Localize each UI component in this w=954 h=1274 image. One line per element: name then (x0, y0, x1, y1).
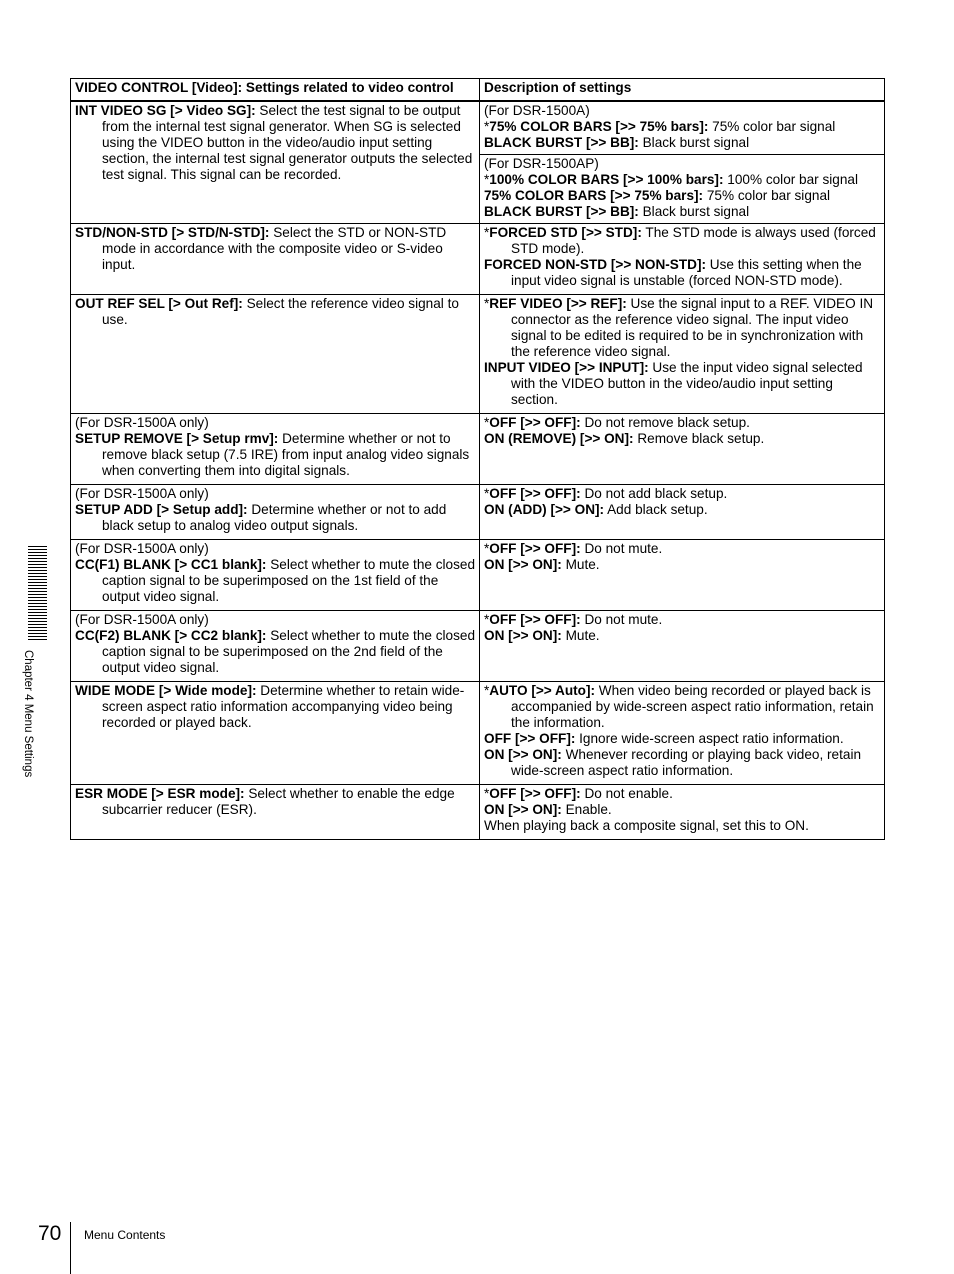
table-row (71, 224, 885, 295)
option-line: *OFF [>> OFF]: Do not enable. (484, 786, 673, 801)
table-row (71, 540, 885, 611)
model-note: (For DSR-1500A only) (75, 612, 209, 627)
option-line: *AUTO [>> Auto]: When video being recorded or played back is accompanied by wide-screen aspect ratio information, retain the information. (484, 683, 874, 730)
table-header-row (71, 79, 885, 102)
table-row (71, 682, 885, 785)
setting-entry: WIDE MODE [> Wide mode]: Determine whether to retain wide-screen aspect ratio information accompanying video being recorded or played back. (75, 683, 465, 730)
option-line: OFF [>> OFF]: Ignore wide-screen aspect ratio information. (484, 731, 844, 746)
description-cell (480, 540, 885, 611)
setting-cell (71, 785, 480, 840)
option-line: INPUT VIDEO [>> INPUT]: Use the input video signal selected with the VIDEO button in the video/audio input setting section. (484, 360, 863, 407)
description-cell (480, 611, 885, 682)
video-control-settings-table (70, 78, 885, 840)
setting-entry: STD/NON-STD [> STD/N-STD]: Select the STD or NON-STD mode in accordance with the composite video or S-video input. (75, 225, 447, 272)
option-line: *OFF [>> OFF]: Do not add black setup. (484, 486, 728, 501)
description-cell (480, 224, 885, 295)
setting-cell (71, 611, 480, 682)
description-cell (480, 155, 885, 224)
option-line: *100% COLOR BARS [>> 100% bars]: 100% color bar signal (484, 172, 859, 187)
setting-name: INT VIDEO SG [> Video SG]: (75, 103, 256, 118)
option-line: *75% COLOR BARS [>> 75% bars]: 75% color bar signal (484, 119, 836, 134)
option-line: *OFF [>> OFF]: Do not mute. (484, 541, 663, 556)
option-line: ON (ADD) [>> ON]: Add black setup. (484, 502, 708, 517)
setting-entry: CC(F1) BLANK [> CC1 blank]: Select whether to mute the closed caption signal to be superimposed on the 1st field of the output video signal. (75, 557, 476, 604)
option-line: (For DSR-1500A) (484, 103, 590, 118)
setting-cell (71, 295, 480, 414)
table-row (71, 295, 885, 414)
table-row (71, 785, 885, 840)
header-settings: VIDEO CONTROL [Video]: Settings related to video control (71, 79, 480, 102)
option-line: ON [>> ON]: Enable. (484, 802, 612, 817)
model-note: (For DSR-1500A only) (75, 415, 209, 430)
table-row (71, 101, 885, 155)
setting-cell (71, 682, 480, 785)
option-line: BLACK BURST [>> BB]: Black burst signal (484, 135, 750, 150)
chapter-label-text: Chapter 4 Menu Settings (22, 650, 34, 778)
option-line: *OFF [>> OFF]: Do not remove black setup. (484, 415, 750, 430)
setting-cell (71, 101, 480, 224)
option-line: *OFF [>> OFF]: Do not mute. (484, 612, 663, 627)
chapter-tab-marker (28, 546, 47, 640)
setting-cell (71, 540, 480, 611)
model-note: (For DSR-1500A only) (75, 486, 209, 501)
description-cell (480, 485, 885, 540)
option-line: ON [>> ON]: Mute. (484, 628, 600, 643)
table-row (71, 485, 885, 540)
description-cell (480, 785, 885, 840)
model-note: (For DSR-1500A only) (75, 541, 209, 556)
setting-entry: ESR MODE [> ESR mode]: Select whether to enable the edge subcarrier reducer (ESR). (75, 786, 455, 817)
setting-cell (71, 224, 480, 295)
header-description: Description of settings (480, 79, 885, 102)
option-line: When playing back a composite signal, set this to ON. (484, 818, 809, 833)
description-cell (480, 101, 885, 155)
option-line: FORCED NON-STD [>> NON-STD]: Use this setting when the input video signal is unstable (forced NON-STD mode). (484, 257, 862, 288)
option-line: *FORCED STD [>> STD]: The STD mode is always used (forced STD mode). (484, 225, 876, 256)
table-row (71, 414, 885, 485)
footer-section-title: Menu Contents (84, 1228, 166, 1242)
setting-entry: SETUP REMOVE [> Setup rmv]: Determine whether or not to remove black setup (7.5 IRE) from input analog video signals when converting them into digital signals. (75, 431, 470, 478)
footer-divider (70, 1222, 71, 1274)
setting-entry: OUT REF SEL [> Out Ref]: Select the reference video signal to use. (75, 296, 459, 327)
page-number: 70 (38, 1222, 62, 1245)
option-line: ON [>> ON]: Mute. (484, 557, 600, 572)
setting-cell (71, 485, 480, 540)
option-line: *REF VIDEO [>> REF]: Use the signal input to a REF. VIDEO IN connector as the reference video signal. The input video signal to be edited is required to be in synchronization with the reference video signal. (484, 296, 874, 359)
table-row (71, 611, 885, 682)
option-line: ON [>> ON]: Whenever recording or playing back video, retain wide-screen aspect ratio information. (484, 747, 862, 778)
description-cell (480, 414, 885, 485)
description-cell (480, 682, 885, 785)
option-line: ON (REMOVE) [>> ON]: Remove black setup. (484, 431, 765, 446)
description-cell (480, 295, 885, 414)
option-line: BLACK BURST [>> BB]: Black burst signal (484, 204, 750, 219)
setting-entry (75, 103, 475, 183)
setting-cell (71, 414, 480, 485)
setting-entry: SETUP ADD [> Setup add]: Determine whether or not to add black setup to analog video output signals. (75, 502, 447, 533)
setting-text: Select the test signal to be output from the internal test signal generator. When SG is selected using the VIDEO button in the video/audio input setting section, the internal test signal generator outputs the selected test signal. This signal can be recorded. (102, 103, 473, 182)
option-line: (For DSR-1500AP) (484, 156, 599, 171)
setting-entry: CC(F2) BLANK [> CC2 blank]: Select whether to mute the closed caption signal to be superimposed on the 2nd field of the output video signal. (75, 628, 476, 675)
option-line: 75% COLOR BARS [>> 75% bars]: 75% color bar signal (484, 188, 831, 203)
